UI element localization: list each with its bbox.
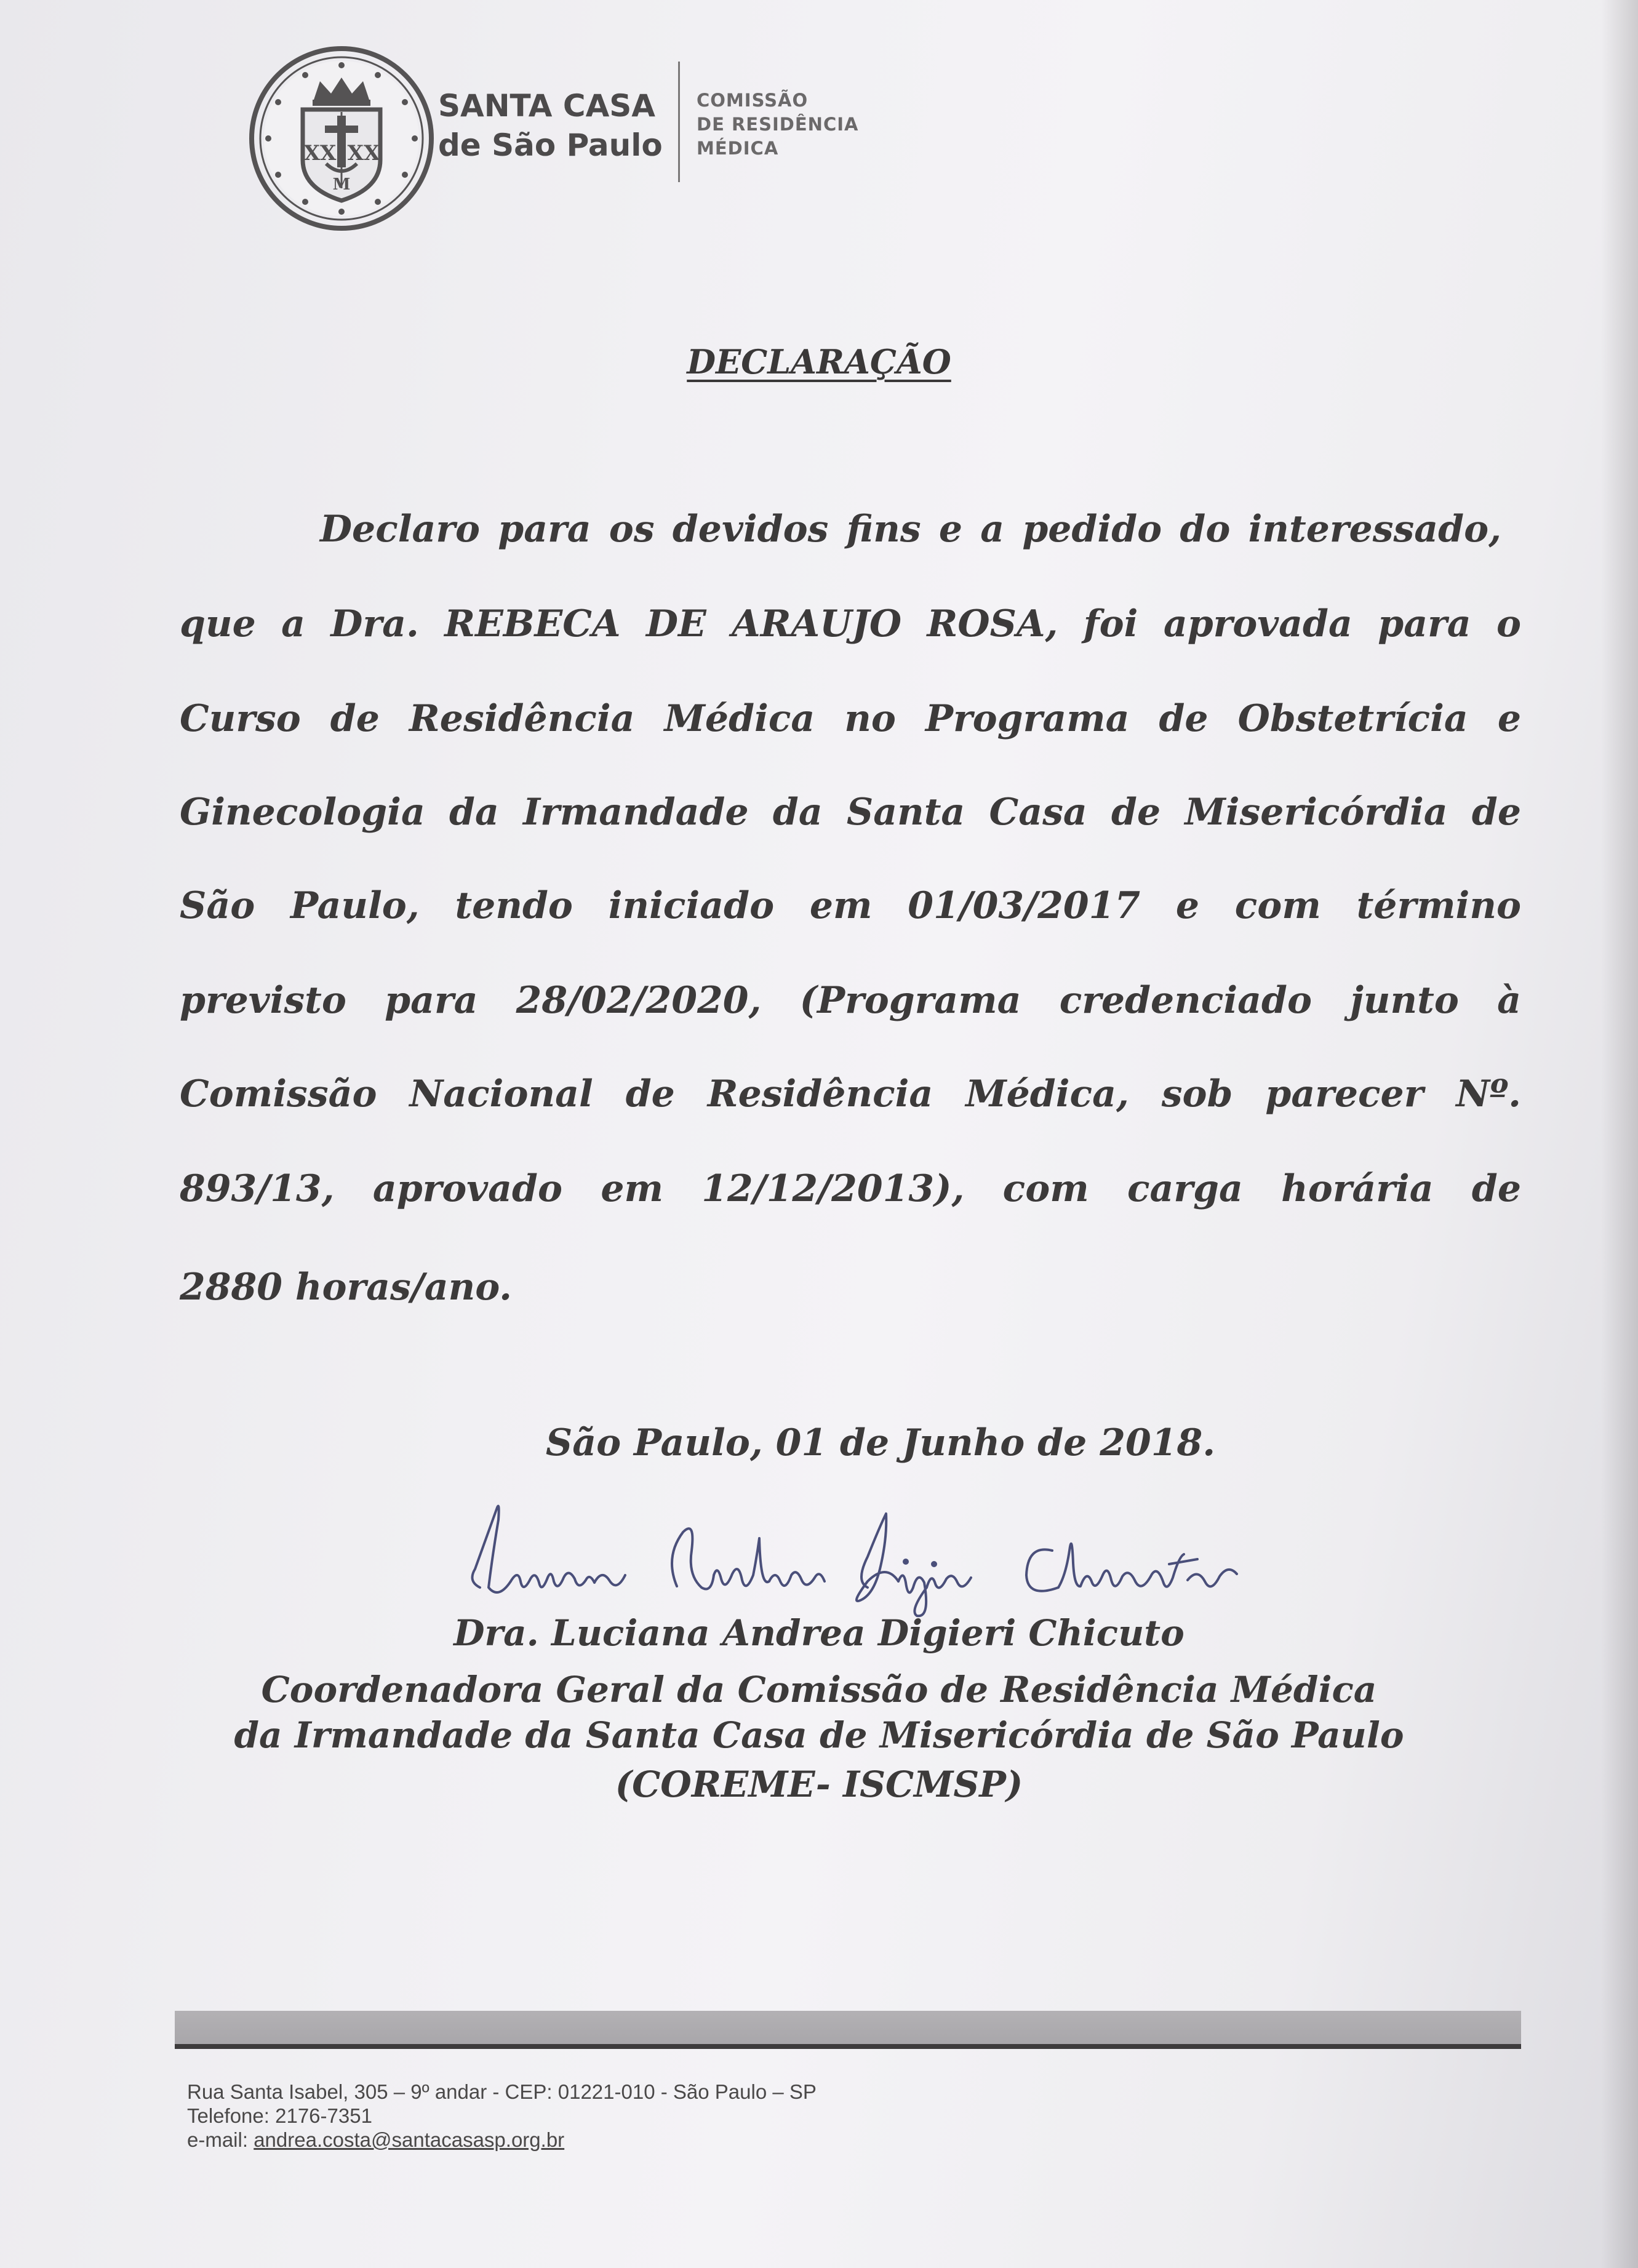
department-name-line1: COMISSÃO	[697, 90, 809, 111]
footer-band	[175, 2011, 1521, 2045]
body-line: 2880 horas/ano.	[180, 1266, 513, 1309]
signatory-role-line3: (COREME- ISCMSP)	[615, 1763, 1023, 1805]
body-line: 893/13, aprovado em 12/12/2013), com carga horária de	[180, 1167, 1521, 1210]
santa-casa-seal-logo	[246, 43, 437, 234]
footer-rule	[175, 2044, 1521, 2049]
svg-text:XX: XX	[347, 141, 380, 166]
body-line: Comissão Nacional de Residência Médica, sob parecer Nº.	[180, 1072, 1521, 1116]
body-line: Declaro para os devidos fins e a pedido do interessado,	[320, 508, 1501, 551]
department-name-line2: DE RESIDÊNCIA	[697, 114, 859, 135]
footer-address: Rua Santa Isabel, 305 – 9º andar - CEP: 01221-010 - São Paulo – SP	[187, 2080, 817, 2103]
signatory-role-line2: da Irmandade da Santa Casa de Misericórdia de São Paulo	[234, 1714, 1404, 1756]
body-line: previsto para 28/02/2020, (Programa credenciado junto à	[180, 979, 1521, 1022]
svg-text:M: M	[332, 175, 351, 194]
document-title	[0, 342, 1638, 381]
footer-phone: 2176-7351	[275, 2104, 372, 2127]
svg-text:XX: XX	[303, 141, 337, 166]
institution-name-line1: SANTA CASA	[438, 88, 655, 124]
page-edge-shadow	[1601, 0, 1638, 2268]
body-line: Curso de Residência Médica no Programa de Obstetrícia e	[180, 697, 1521, 740]
body-line: São Paulo, tendo iniciado em 01/03/2017 e com término	[180, 884, 1521, 927]
footer-email-label: e-mail:	[187, 2128, 249, 2151]
signatory-name: Dra. Luciana Andrea Digieri Chicuto	[453, 1612, 1185, 1654]
signatory-role-line1: Coordenadora Geral da Comissão de Residência Médica	[261, 1669, 1377, 1711]
footer-phone-label: Telefone:	[187, 2104, 270, 2127]
body-line: que a Dra. REBECA DE ARAUJO ROSA, foi aprovada para o	[180, 602, 1521, 645]
footer-phone-line	[187, 2104, 817, 2128]
footer-email-link[interactable]: andrea.costa@santacasasp.org.br	[254, 2128, 565, 2151]
handwritten-signature	[443, 1495, 1280, 1618]
department-name	[697, 89, 858, 161]
logo-divider	[678, 62, 680, 182]
footer-email-line	[187, 2128, 817, 2152]
institution-name	[438, 86, 663, 165]
footer-contact	[187, 2080, 817, 2152]
place-date: São Paulo, 01 de Junho de 2018.	[545, 1421, 1216, 1464]
document-title-text: DECLARAÇÃO	[687, 342, 951, 381]
body-line: Ginecologia da Irmandade da Santa Casa de Misericórdia de	[180, 791, 1521, 834]
institution-name-line2: de São Paulo	[438, 127, 663, 163]
department-name-line3: MÉDICA	[697, 138, 779, 159]
